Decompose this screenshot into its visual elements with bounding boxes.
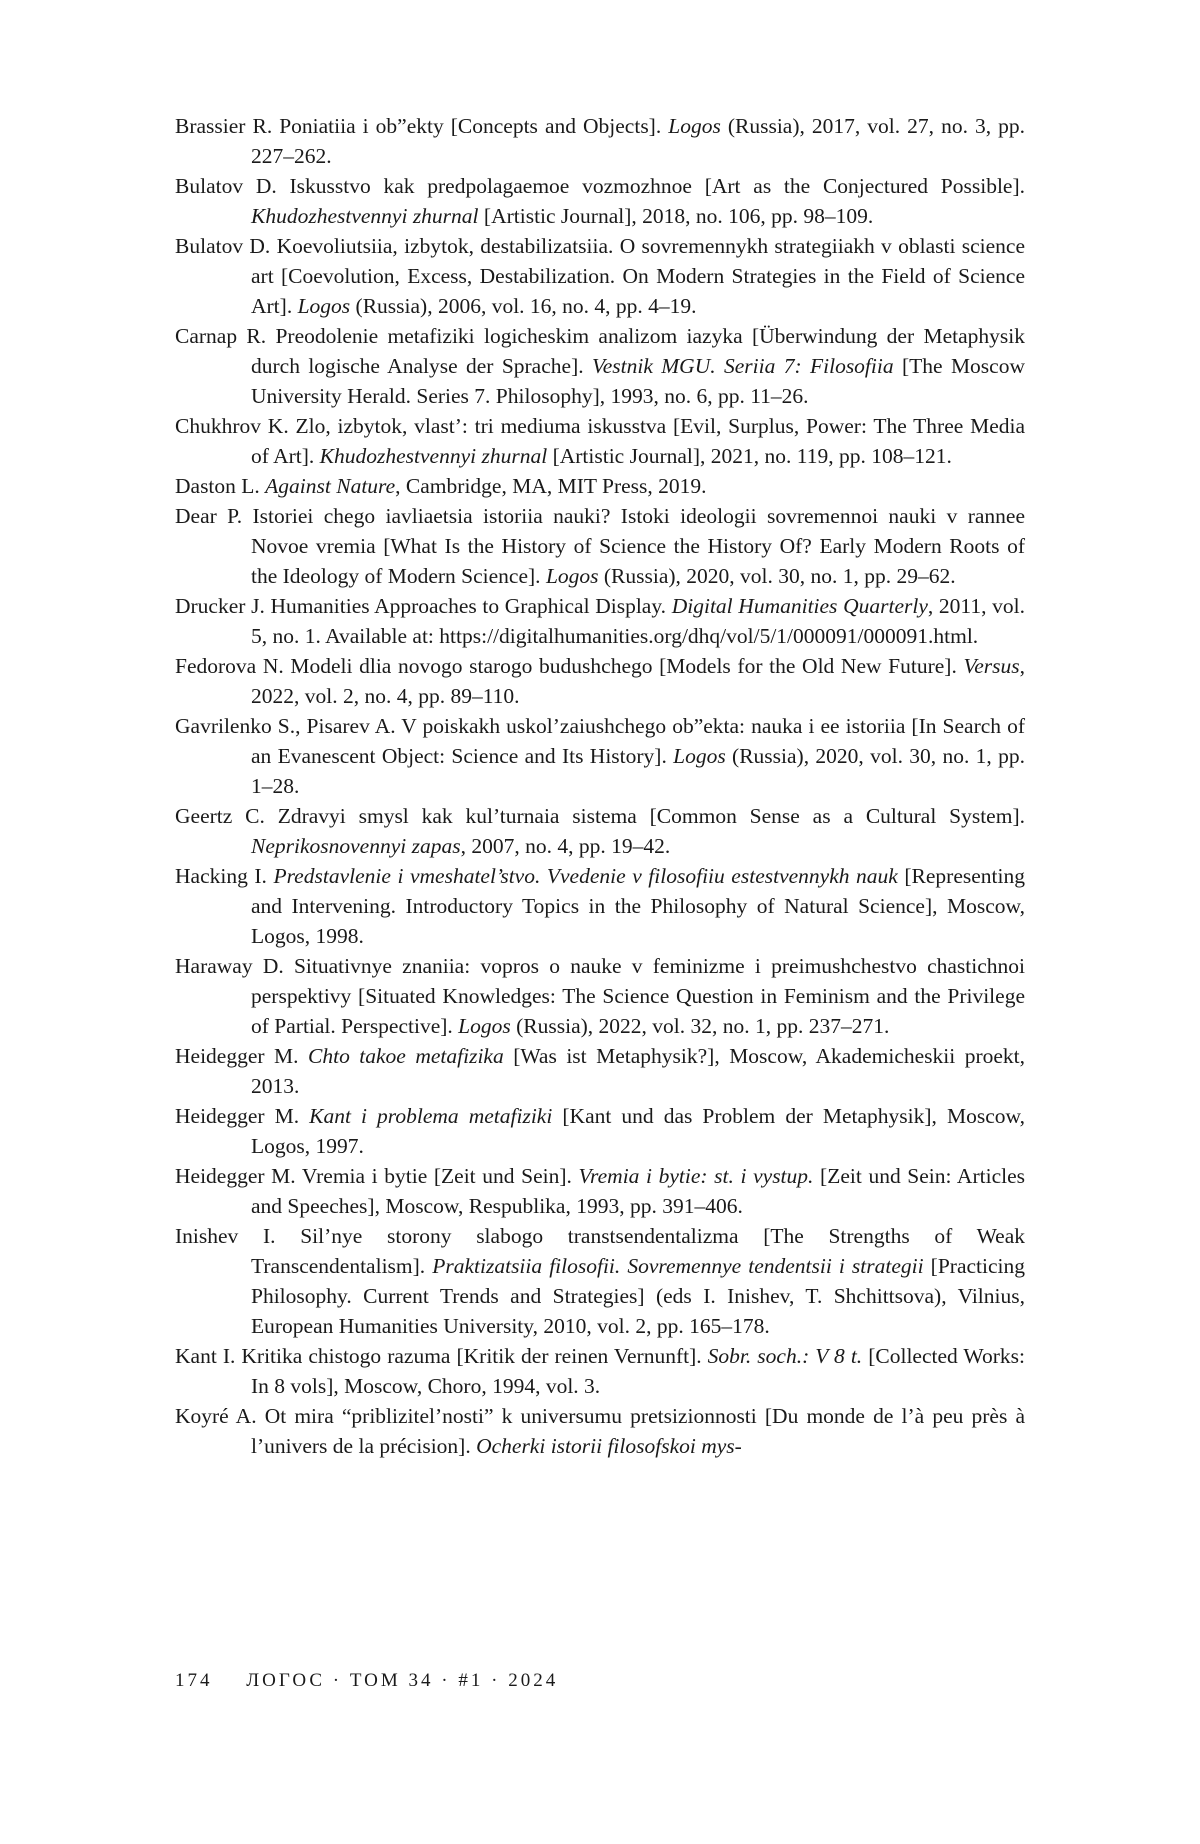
reference-entry	[175, 651, 1025, 711]
reference-text: (Russia), 2006, vol. 16, no. 4, pp. 4–19.	[350, 294, 697, 318]
reference-title-italic: Vremia i bytie: st. i vystup.	[578, 1164, 814, 1188]
reference-text: Drucker J. Humanities Approaches to Graphical Display.	[175, 594, 672, 618]
reference-title-italic: Logos	[668, 114, 721, 138]
reference-text: Bulatov D. Iskusstvo kak predpolagaemoe vozmozhnoe [Art as the Conjectured Possible].	[175, 174, 1025, 198]
reference-text: Gavrilenko S., Pisarev A. V poiskakh uskol’zaiushchego ob”ekta: nauka i ee istoriia [In Search of an Evanescent Object: Science and Its History].	[175, 714, 1025, 768]
reference-text: Heidegger M. Vremia i bytie [Zeit und Sein].	[175, 1164, 579, 1188]
reference-text: Chukhrov K. Zlo, izbytok, vlast’: tri mediuma iskusstva [Evil, Surplus, Power: The Three Media of Art].	[175, 414, 1025, 468]
reference-title-italic: Logos	[458, 1014, 511, 1038]
reference-text: Heidegger M.	[175, 1044, 308, 1068]
reference-title-italic: Khudozhestvennyi zhurnal	[319, 444, 548, 468]
reference-entry	[175, 1401, 1025, 1461]
reference-text: [Practicing Philosophy. Current Trends and Strategies] (eds I. Inishev, T. Shchittsova), Vilnius, European Humanities University, 2010, vol. 2, pp. 165–178.	[251, 1254, 1026, 1338]
reference-title-italic: Predstavlenie i vmeshatel’stvo. Vvedenie v filosofiiu estestvennykh nauk	[273, 864, 898, 888]
running-title: ЛОГОС · ТОМ 34 · #1 · 2024	[246, 1670, 559, 1691]
reference-text: [Was ist Metaphysik?], Moscow, Akademicheskii proekt, 2013.	[251, 1044, 1026, 1098]
reference-entry	[175, 1341, 1025, 1401]
page-footer	[175, 1670, 558, 1692]
reference-text: [Artistic Journal], 2018, no. 106, pp. 98–109.	[478, 204, 874, 228]
reference-text: , Cambridge, MA, MIT Press, 2019.	[395, 474, 707, 498]
reference-text: [The Moscow University Herald. Series 7. Philosophy], 1993, no. 6, pp. 11–26.	[251, 354, 1025, 408]
reference-text: Fedorova N. Modeli dlia novogo starogo budushchego [Models for the Old New Future].	[175, 654, 964, 678]
reference-text: , 2011, vol. 5, no. 1. Available at: https://digitalhumanities.org/dhq/vol/5/1/000091/000091.html.	[251, 594, 1025, 648]
reference-text: Haraway D. Situativnye znaniia: vopros o nauke v feminizme i preimushchestvo chastichnoi perspektivy [Situated Knowledges: The Science Question in Feminism and the Privilege of Partial. Perspective].	[175, 954, 1025, 1038]
reference-text: Carnap R. Preodolenie metafiziki logicheskim analizom iazyka [Überwindung der Metaphysik durch logische Analyse der Sprache].	[175, 324, 1025, 378]
reference-text: Brassier R. Poniatiia i ob”ekty [Concepts and Objects].	[175, 114, 669, 138]
reference-entry	[175, 801, 1025, 861]
reference-text: Dear P. Istoriei chego iavliaetsia istoriia nauki? Istoki ideologii sovremennoi nauki v rannee Novoe vremia [What Is the History of Science the History Of? Early Modern Roots of the Ideology of Modern Science].	[175, 504, 1025, 588]
reference-entry	[175, 711, 1025, 801]
reference-text: [Representing and Intervening. Introductory Topics in the Philosophy of Natural Science], Moscow, Logos, 1998.	[251, 864, 1025, 948]
reference-entry	[175, 1101, 1025, 1161]
reference-text: Hacking I.	[175, 864, 274, 888]
reference-title-italic: Neprikosnovennyi zapas	[251, 834, 461, 858]
reference-entry	[175, 1041, 1025, 1101]
reference-entry	[175, 1161, 1025, 1221]
reference-text: [Kant und das Problem der Metaphysik], Moscow, Logos, 1997.	[251, 1104, 1025, 1158]
reference-title-italic: Vestnik MGU. Seriia 7: Filosofiia	[591, 354, 894, 378]
reference-list	[175, 111, 1025, 1461]
reference-entry	[175, 411, 1025, 471]
reference-text: (Russia), 2017, vol. 27, no. 3, pp. 227–262.	[251, 114, 1025, 168]
page-number: 174	[175, 1670, 213, 1691]
reference-text: Kant I. Kritika chistogo razuma [Kritik der reinen Vernunft].	[175, 1344, 708, 1368]
reference-text: [Zeit und Sein: Articles and Speeches], Moscow, Respublika, 1993, pp. 391–406.	[251, 1164, 1025, 1218]
reference-text: Geertz C. Zdravyi smysl kak kul’turnaia sistema [Common Sense as a Cultural System].	[175, 804, 1025, 828]
reference-text: Daston L.	[175, 474, 266, 498]
reference-title-italic: Logos	[297, 294, 351, 318]
reference-title-italic: Logos	[545, 564, 599, 588]
reference-entry	[175, 591, 1025, 651]
reference-title-italic: Chto takoe metafizika	[308, 1044, 504, 1068]
reference-title-italic: Against Nature	[265, 474, 396, 498]
reference-entry	[175, 231, 1025, 321]
reference-text: Bulatov D. Koevoliutsiia, izbytok, destabilizatsiia. O sovremennykh strategiiakh v oblasti science art [Coevolution, Excess, Destabilization. On Modern Strategies in the Field of Science Art].	[175, 234, 1025, 318]
reference-entry	[175, 861, 1025, 951]
reference-text: Inishev I. Sil’nye storony slabogo transtsendentalizma [The Strengths of Weak Transcendentalism].	[175, 1224, 1025, 1278]
reference-title-italic: Ocherki istorii filosofskoi mys-	[476, 1434, 742, 1458]
reference-entry	[175, 501, 1025, 591]
reference-text: [Artistic Journal], 2021, no. 119, pp. 108–121.	[547, 444, 952, 468]
reference-text: (Russia), 2020, vol. 30, no. 1, pp. 29–62.	[598, 564, 956, 588]
reference-entry	[175, 171, 1025, 231]
reference-title-italic: Khudozhestvennyi zhurnal	[251, 204, 479, 228]
reference-entry	[175, 471, 1025, 501]
reference-text: , 2022, vol. 2, no. 4, pp. 89–110.	[251, 654, 1025, 708]
reference-title-italic: Kant i problema metafiziki	[309, 1104, 553, 1128]
reference-title-italic: Logos	[673, 744, 726, 768]
reference-text: Koyré A. Ot mira “priblizitel’nosti” k universumu pretsizionnosti [Du monde de l’à peu près à l’univers de la précision].	[175, 1404, 1025, 1458]
reference-title-italic: Sobr. soch.: V 8 t.	[707, 1344, 863, 1368]
reference-entry	[175, 1221, 1025, 1341]
reference-text: , 2007, no. 4, pp. 19–42.	[460, 834, 671, 858]
reference-text: Heidegger M.	[175, 1104, 310, 1128]
reference-text: [Collected Works: In 8 vols], Moscow, Choro, 1994, vol. 3.	[251, 1344, 1025, 1398]
reference-entry	[175, 321, 1025, 411]
reference-entry	[175, 111, 1025, 171]
reference-text: (Russia), 2020, vol. 30, no. 1, pp. 1–28.	[251, 744, 1025, 798]
reference-title-italic: Versus	[963, 654, 1020, 678]
reference-text: (Russia), 2022, vol. 32, no. 1, pp. 237–271.	[510, 1014, 890, 1038]
reference-title-italic: Praktizatsiia filosofii. Sovremennye tendentsii i strategii	[432, 1254, 924, 1278]
reference-title-italic: Digital Humanities Quarterly	[671, 594, 928, 618]
reference-entry	[175, 951, 1025, 1041]
